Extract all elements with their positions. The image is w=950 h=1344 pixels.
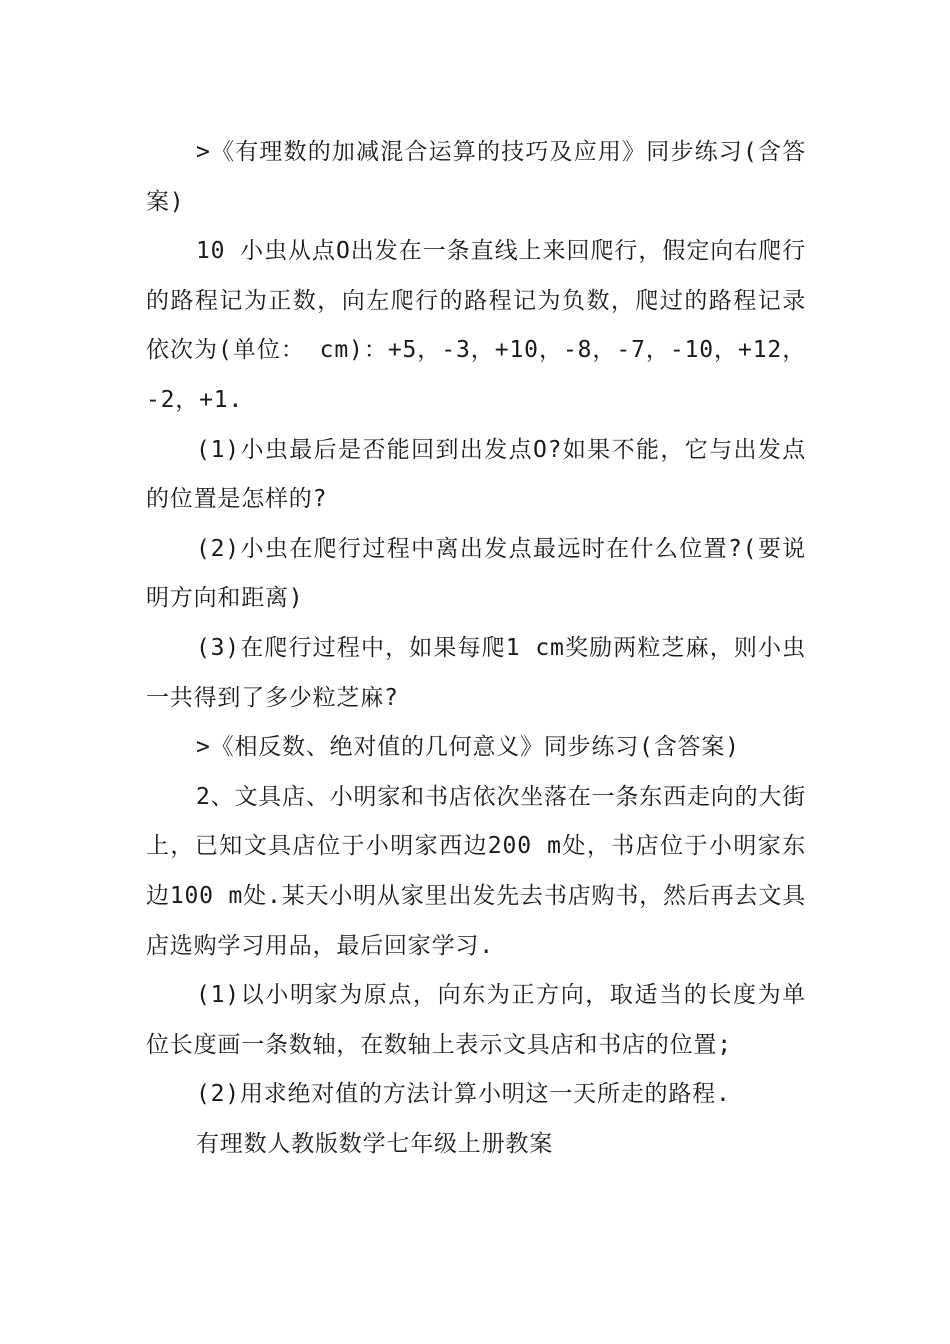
section-heading-2: >《相反数、绝对值的几何意义》同步练习(含答案): [196, 734, 740, 761]
problem-10-question-1: (1)小虫最后是否能回到出发点O?如果不能，它与出发点的位置是怎样的?: [146, 436, 806, 513]
problem-2-question-2: (2)用求绝对值的方法计算小明这一天所走的路程.: [196, 1081, 731, 1108]
document-body: [146, 128, 806, 1169]
problem-10-statement: 10 小虫从点O出发在一条直线上来回爬行，假定向右爬行的路程记为正数，向左爬行的路程记为负数，爬过的路程记录依次为(单位： cm)：+5，-3，+10，-8，-7，-10，+12，-2，+1.: [146, 238, 806, 413]
section-heading-1: >《有理数的加减混合运算的技巧及应用》同步练习(含答案): [146, 139, 806, 215]
problem-10-question-3: (3)在爬行过程中，如果每爬1 cm奖励两粒芝麻，则小虫一共得到了多少粒芝麻?: [146, 634, 806, 711]
problem-2-question-1: (1)以小明家为原点，向东为正方向，取适当的长度为单位长度画一条数轴，在数轴上表示文具店和书店的位置;: [146, 982, 806, 1058]
problem-10-question-2: (2)小虫在爬行过程中离出发点最远时在什么位置?(要说明方向和距离): [146, 535, 806, 612]
closing-title: 有理数人教版数学七年级上册教案: [196, 1130, 553, 1157]
problem-2-statement: 2、文具店、小明家和书店依次坐落在一条东西走向的大街上，已知文具店位于小明家西边200 m处，书店位于小明家东边100 m处.某天小明从家里出发先去书店购书，然后再去文具店选购学习用品，最后回家学习.: [146, 783, 806, 959]
